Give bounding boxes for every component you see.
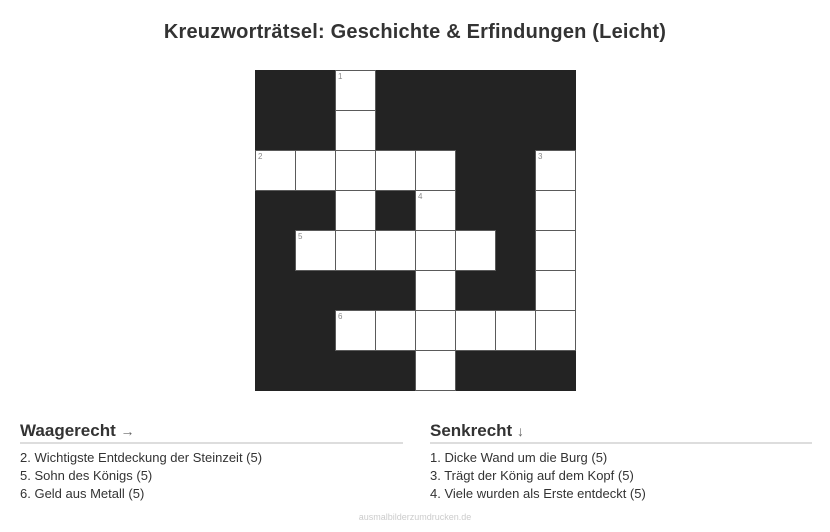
grid-cell [415, 230, 456, 271]
cell-number: 3 [538, 152, 543, 161]
grid-cell [335, 150, 376, 191]
right-arrow-icon: → [120, 423, 135, 439]
across-clues-section [20, 423, 403, 503]
grid-cell [415, 270, 456, 311]
grid-cell [415, 150, 456, 191]
cell-number: 4 [418, 192, 423, 201]
across-heading-label: Waagerecht [20, 421, 116, 440]
grid-cell [335, 310, 376, 351]
clue-item: 4. Viele wurden als Erste entdeckt (5) [430, 486, 646, 501]
down-clues-section [430, 423, 812, 503]
grid-cell [295, 230, 336, 271]
grid-cell [495, 310, 536, 351]
cell-number: 6 [338, 312, 343, 321]
grid-cell [375, 230, 416, 271]
grid-cell [455, 310, 496, 351]
down-arrow-icon: ↓ [516, 423, 524, 439]
down-heading-label: Senkrecht [430, 421, 513, 440]
cell-number: 1 [338, 72, 343, 81]
grid-cell [335, 110, 376, 151]
grid-cell [295, 150, 336, 191]
grid-cell [335, 190, 376, 231]
grid-cell [335, 70, 376, 111]
clue-item: 6. Geld aus Metall (5) [20, 486, 145, 501]
grid-cell [535, 230, 576, 271]
down-heading [430, 423, 812, 444]
crossword-grid [255, 70, 576, 391]
clue-item: 5. Sohn des Königs (5) [20, 468, 153, 483]
grid-cell [335, 230, 376, 271]
clue-item: 1. Dicke Wand um die Burg (5) [430, 450, 608, 465]
across-heading [20, 423, 403, 444]
clue-item: 2. Wichtigste Entdeckung der Steinzeit (5) [20, 450, 263, 465]
page-title: Kreuzworträtsel: Geschichte & Erfindungen (Leicht) [163, 21, 667, 43]
across-clue-list [20, 449, 403, 503]
cell-number: 2 [258, 152, 263, 161]
clue-item: 3. Trägt der König auf dem Kopf (5) [430, 468, 634, 483]
down-clue-list [430, 449, 812, 503]
grid-cell [535, 150, 576, 191]
grid-cell [375, 150, 416, 191]
footer-watermark: ausmalbilderzumdrucken.de [358, 512, 472, 522]
grid-cell [415, 310, 456, 351]
grid-cell [375, 310, 416, 351]
grid-cell [255, 150, 296, 191]
grid-cell [455, 230, 496, 271]
grid-cell [535, 190, 576, 231]
grid-cell [415, 350, 456, 391]
cell-number: 5 [298, 232, 303, 241]
grid-cell [415, 190, 456, 231]
grid-cell [535, 310, 576, 351]
grid-cell [535, 270, 576, 311]
